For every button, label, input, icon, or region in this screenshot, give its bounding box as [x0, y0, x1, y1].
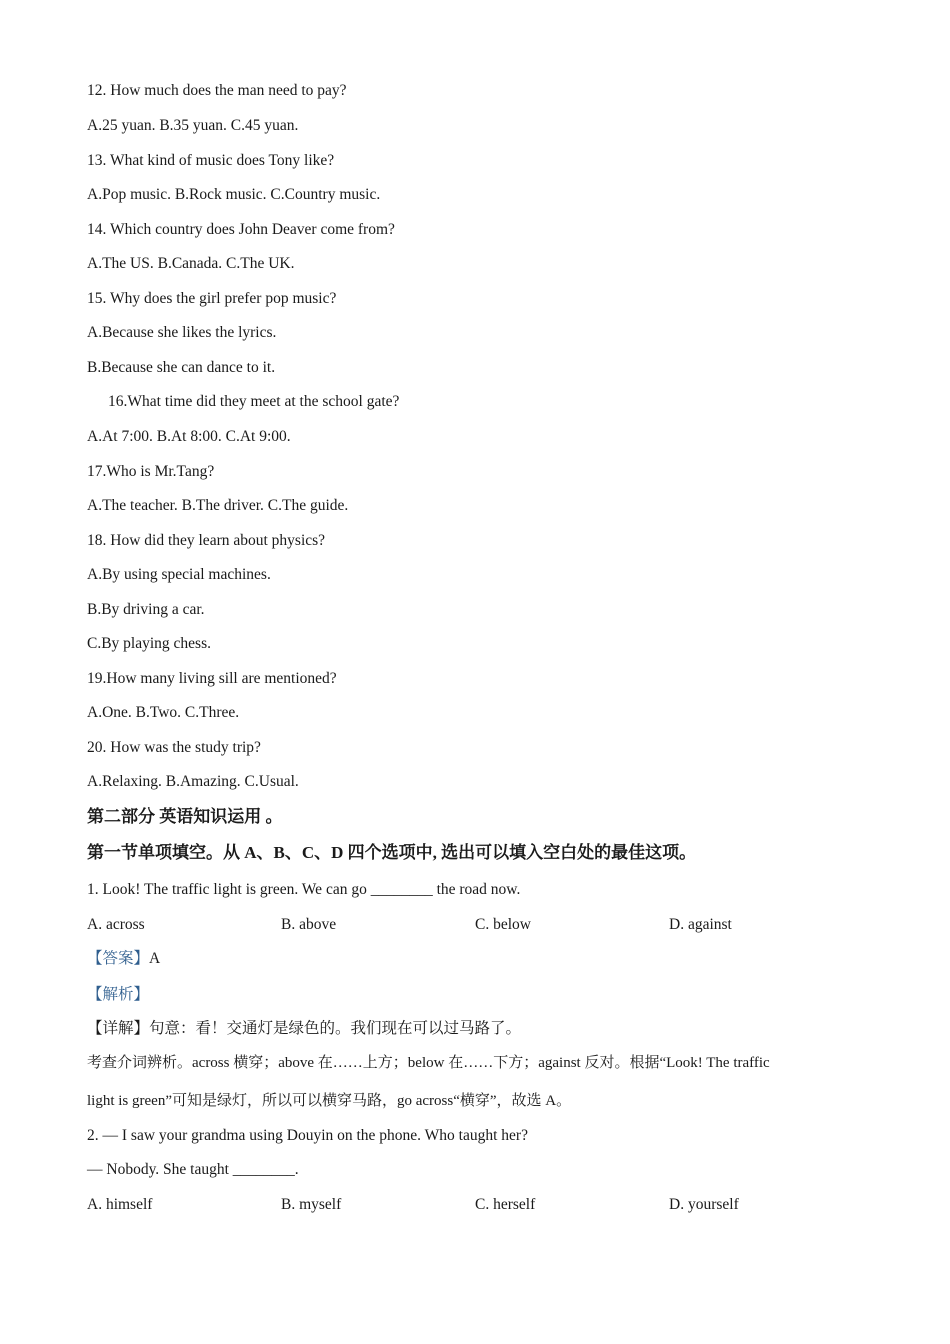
question-16-options: A.At 7:00. B.At 8:00. C.At 9:00.: [87, 428, 291, 445]
q2-option-d: D. yourself: [669, 1196, 739, 1213]
question-14-options: A.The US. B.Canada. C.The UK.: [87, 255, 295, 272]
q2-option-b: B. myself: [281, 1196, 342, 1213]
answer-tag: 【答案】: [87, 950, 150, 967]
q1-answer-line: [87, 949, 160, 969]
question-15-option-a: A.Because she likes the lyrics.: [87, 324, 277, 341]
question-15: 15. Why does the girl prefer pop music?: [87, 290, 337, 307]
part-heading: 第二部分 英语知识运用 。: [87, 807, 283, 826]
q2-option-c: C. herself: [475, 1196, 536, 1213]
q1-explanation-line-1: 考查介词辨析。across 横穿；above 在……上方；below 在……下方；against 反对。根据“Look! The traffic: [87, 1055, 770, 1071]
question-17-options: A.The teacher. B.The driver. C.The guide.: [87, 497, 349, 514]
question-12-options: A.25 yuan. B.35 yuan. C.45 yuan.: [87, 117, 299, 134]
question-19: 19.How many living sill are mentioned?: [87, 670, 337, 687]
question-16: 16.What time did they meet at the school gate?: [108, 393, 400, 410]
q1-option-d: D. against: [669, 916, 732, 933]
question-15-option-b: B.Because she can dance to it.: [87, 359, 276, 376]
question-12: 12. How much does the man need to pay?: [87, 82, 347, 99]
q2-stem-line-2: — Nobody. She taught ________.: [87, 1161, 299, 1178]
question-18-option-b: B.By driving a car.: [87, 601, 205, 618]
q2-option-a: A. himself: [87, 1196, 153, 1213]
q1-option-b: B. above: [281, 916, 337, 933]
section-heading: 第一节单项填空。从 A、B、C、D 四个选项中, 选出可以填入空白处的最佳这项。: [87, 843, 697, 862]
q1-detail: 【详解】句意：看！交通灯是绿色的。我们现在可以过马路了。: [87, 1020, 522, 1037]
question-18-option-a: A.By using special machines.: [87, 566, 271, 583]
answer-value: A: [149, 950, 161, 967]
analysis-tag: 【解析】: [87, 986, 150, 1003]
q2-stem-line-1: 2. — I saw your grandma using Douyin on the phone. Who taught her?: [87, 1127, 528, 1144]
q1-option-a: A. across: [87, 916, 145, 933]
question-17: 17.Who is Mr.Tang?: [87, 463, 215, 480]
question-20: 20. How was the study trip?: [87, 739, 261, 756]
question-13-options: A.Pop music. B.Rock music. C.Country music.: [87, 186, 381, 203]
question-19-options: A.One. B.Two. C.Three.: [87, 704, 240, 721]
question-13: 13. What kind of music does Tony like?: [87, 152, 335, 169]
q1-explanation-line-2: light is green”可知是绿灯，所以可以横穿马路，go across“横穿”，故选 A。: [87, 1093, 572, 1109]
q1-option-c: C. below: [475, 916, 531, 933]
question-20-options: A.Relaxing. B.Amazing. C.Usual.: [87, 773, 299, 790]
q1-stem: 1. Look! The traffic light is green. We can go ________ the road now.: [87, 881, 521, 898]
question-18: 18. How did they learn about physics?: [87, 532, 326, 549]
question-18-option-c: C.By playing chess.: [87, 635, 211, 652]
question-14: 14. Which country does John Deaver come from?: [87, 221, 395, 238]
